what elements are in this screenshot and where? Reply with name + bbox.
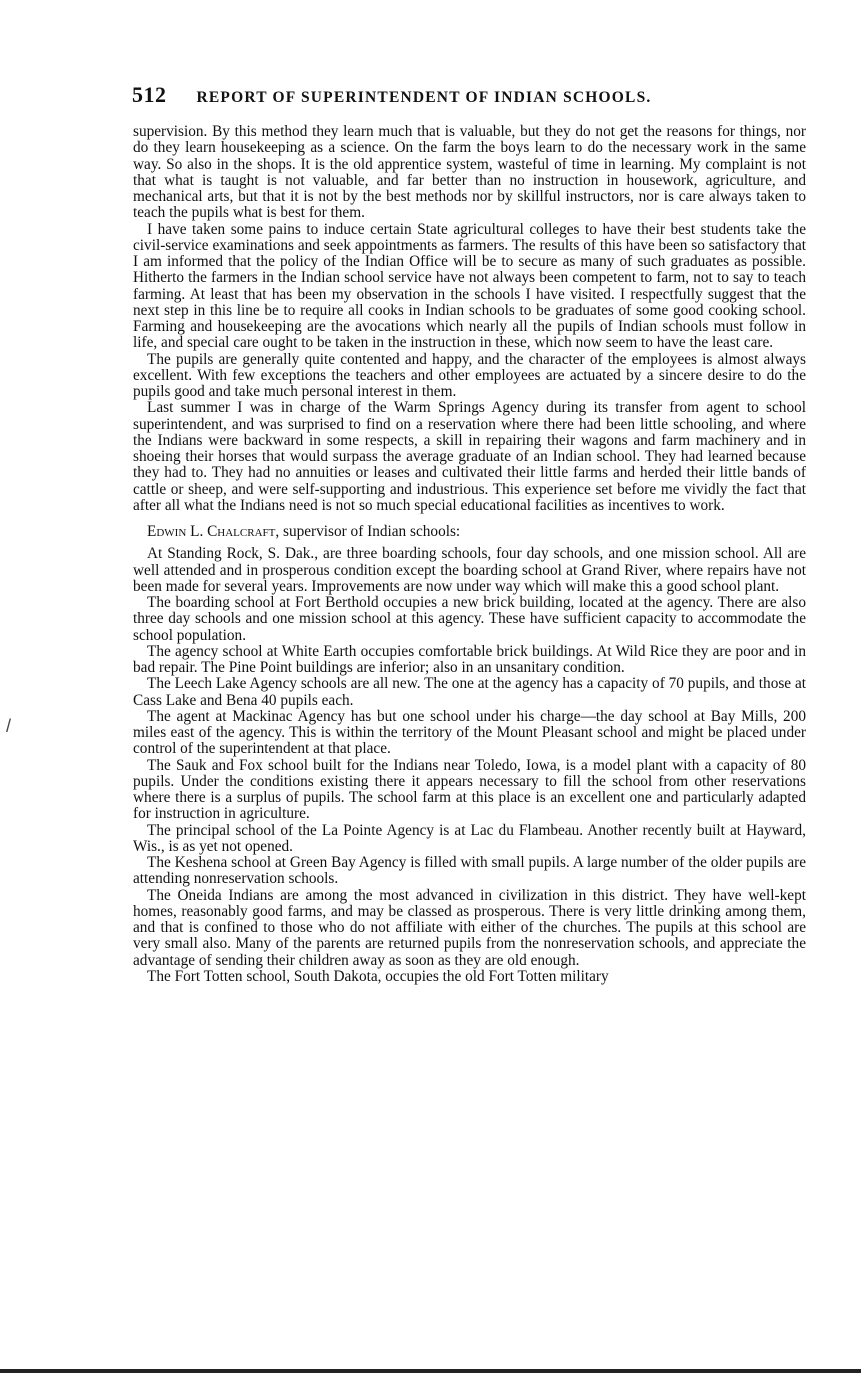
- page-header: [132, 82, 812, 108]
- paragraph: At Standing Rock, S. Dak., are three boarding schools, four day schools, and one mission school. All are well attended and in prosperous condition except the boarding school at Grand River, where repairs have not been made for several years. Improvements are now under way which will make this a good school plant.: [133, 545, 806, 595]
- margin-tick-mark: /: [6, 716, 12, 736]
- page-number: 512: [132, 82, 167, 107]
- paragraph: The agent at Mackinac Agency has but one school under his charge—the day school at Bay Mills, 200 miles east of the agency. This is within the territory of the Mount Pleasant school and might be placed under control of the superintendent at that place.: [133, 707, 806, 758]
- paragraph: The agency school at White Earth occupies comfortable brick buildings. At Wild Rice they are poor and in bad repair. The Pine Point buildings are inferior; also in an unsanitary condition.: [133, 642, 806, 676]
- page-bottom-edge: [0, 1369, 861, 1373]
- paragraph: The Sauk and Fox school built for the Indians near Toledo, Iowa, is a model plant with a capacity of 80 pupils. Under the conditions existing there it appears necessary to fill the school from other reservations where there is a surplus of pupils. The school farm at this place is an excellent one and particularly adapted for instruction in agriculture.: [133, 756, 806, 823]
- paragraph: The principal school of the La Pointe Agency is at Lac du Flambeau. Another recently built at Hayward, Wis., is as yet not opened.: [133, 821, 806, 855]
- author-role: , supervisor of Indian schools:: [275, 523, 461, 540]
- paragraph-continued: supervision. By this method they learn much that is valuable, but they do not get the reasons for things, nor do they learn housekeeping as a science. On the farm the boys learn to do the necessary work in the same way. So also in the shops. It is the old apprentice system, wasteful of time in learning. My complaint is not that what is taught is not valuable, and far better than no instruction in housework, agriculture, and mechanical arts, but that it is not by the best methods nor by skillful instructors, nor is care always taken to teach the pupils what is best for them.: [133, 123, 806, 222]
- report-attribution: [133, 524, 806, 540]
- paragraph: The pupils are generally quite contented and happy, and the character of the employees is almost always excellent. With few exceptions the teachers and other employees are actuated by a sincere desire to do the pupils good and take much personal interest in them.: [133, 350, 806, 400]
- paragraph: The Keshena school at Green Bay Agency is filled with small pupils. A large number of the older pupils are attending nonreservation schools.: [133, 854, 806, 888]
- author-name: Edwin L. Chalcraft: [147, 523, 276, 540]
- paragraph: The Leech Lake Agency schools are all new. The one at the agency has a capacity of 70 pupils, and those at Cass Lake and Bena 40 pupils each.: [133, 675, 806, 709]
- paragraph: Last summer I was in charge of the Warm Springs Agency during its transfer from agent to school superintendent, and was surprised to find on a reservation where there had been little schooling, and where the Indians were backward in some respects, a skill in repairing their wagons and farm machinery and in shoeing their horses that would surpass the average graduate of an Indian school. They had learned because they had to. They had no annuities or leases and cultivated their little farms and herded their little bands of cattle or sheep, and were self-supporting and industrious. This experience set before me vividly the fact that after all what the Indians need is not so much special educational facilities as incentives to work.: [133, 399, 806, 514]
- paragraph: The boarding school at Fort Berthold occupies a new brick building, located at the agency. There are also three day schools and one mission school at this agency. These have sufficient capacity to accommodate the school population.: [133, 594, 806, 644]
- paragraph: I have taken some pains to induce certain State agricultural colleges to have their best students take the civil-service examinations and seek appointments as farmers. The results of this have been so satisfactory that I am informed that the policy of the Indian Office will be to secure as many of such graduates as possible. Hitherto the farmers in the Indian school service have not always been competent to farm, not to say to teach farming. At least that has been my observation in the schools I have visited. I respectfully suggest that the next step in this line be to require all cooks in Indian schools to be graduates of some good cooking school. Farming and housekeeping are the avocations which nearly all the pupils of Indian schools must follow in life, and special care ought to be taken in the instruction in these, which now seem to have the least care.: [133, 220, 806, 352]
- running-title: REPORT OF SUPERINTENDENT OF INDIAN SCHOOLS.: [196, 89, 652, 106]
- paragraph: The Fort Totten school, South Dakota, occupies the old Fort Totten military: [147, 967, 609, 985]
- body-text: [133, 124, 806, 985]
- paragraph: The Oneida Indians are among the most advanced in civilization in this district. They have well-kept homes, reasonably good farms, and may be classed as prosperous. There is very little drinking among them, and that is confined to those who do not affiliate with either of the churches. The pupils at this school are very small also. Many of the parents are returned pupils from the nonreservation schools, and appreciate the advantage of sending their children away as soon as they are old enough.: [133, 886, 806, 969]
